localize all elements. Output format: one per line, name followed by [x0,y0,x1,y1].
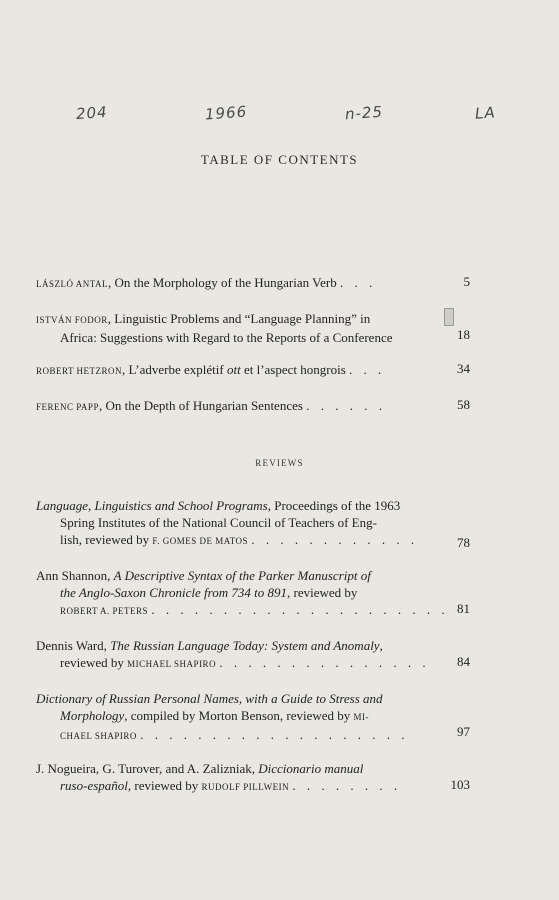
page-number: 5 [463,274,470,289]
entry-title-italic: the Anglo-Saxon Chronicle from 734 to 891 [60,585,287,600]
toc-entry [36,397,456,416]
author-name: ROBERT HETZRON [36,366,123,376]
entry-title-italic: ott [226,362,241,377]
toc-entry [36,274,456,293]
entry-title: et l’aspect hongrois [240,362,346,377]
entry-title-italic: Dictionary of Russian Personal Names, with a Guide to Stress and [36,691,383,706]
reviewer-name: ROBERT A. PETERS [60,606,149,616]
entry-title: , L’adverbe explétif [122,362,227,377]
leader-dots: . . . [339,275,377,290]
leader-dots: . . . . . . . . . . . . . . . . . . . . . [151,602,449,617]
leader-dots: . . . . . . . . [292,778,402,793]
reviewer-name: F. GOMES DE MATOS [152,536,249,546]
page-number: 81 [457,601,470,616]
leader-dots: . . . . . . [306,398,386,413]
page-number: 84 [457,654,470,669]
toc-entry [36,310,456,346]
leader-dots: . . . . . . . . . . . . . . . [219,655,430,670]
author-name: FERENC PAPP [36,402,99,412]
leader-dots: . . . . . . . . . . . . . . . . . . . [140,727,409,742]
entry-text: , reviewed by [127,778,202,793]
entry-text-line [36,777,456,796]
review-entry [36,637,456,673]
entry-title-italic: Language, Linguistics and School Programs [36,498,268,513]
reviewer-name: MI- [353,712,370,722]
entry-text-line [36,654,456,673]
review-entry [36,760,456,796]
review-entry [36,567,456,620]
handwritten-note: 1966 [204,102,248,124]
entry-text: Dennis Ward, [36,638,111,653]
entry-text-line [36,601,456,620]
page-number: 97 [457,724,470,739]
entry-text-line [36,726,456,745]
author-name: LÁSZLÓ ANTAL [36,279,109,289]
reviewer-name: RUDOLF PILLWEIN [201,782,290,792]
page-title: TABLE OF CONTENTS [200,152,359,167]
entry-title-italic: Morphology [60,708,125,723]
entry-title-italic: ruso-español [60,778,128,793]
entry-text-line [36,707,456,726]
page-number: 18 [457,327,470,342]
entry-title-italic: A Descriptive Syntax of the Parker Manuscript of [113,568,371,583]
toc-entry [36,361,456,380]
entry-title-continued: Africa: Suggestions with Regard to the Reports of a Conference [60,330,393,345]
entry-text: , [379,638,383,653]
review-entry [36,690,456,745]
entry-title-italic: The Russian Language Today: System and Anomaly [110,638,380,653]
entry-title-italic: Diccionario manual [258,761,364,776]
leader-dots: . . . [349,362,386,377]
entry-text: lish, reviewed by [60,532,153,547]
entry-text-line [36,584,456,601]
entry-text-line [36,531,456,550]
author-name: ISTVÁN FODOR [36,315,108,325]
entry-text: J. Nogueira, G. Turover, and A. Zalizniak, [36,761,259,776]
margin-mark [444,308,454,326]
entry-text: Ann Shannon, [36,568,114,583]
page-number: 78 [457,535,470,550]
handwritten-note: 204 [75,102,109,124]
entry-title: , Linguistic Problems and “Language Planning” in [107,311,371,326]
entry-text: reviewed by [60,655,128,670]
reviews-heading: REVIEWS [255,458,304,468]
reviewer-name: MICHAEL SHAPIRO [127,659,217,669]
page-number: 103 [450,777,470,792]
handwritten-note: n-25 [344,102,384,124]
handwritten-note: LA [474,103,497,123]
page-number: 58 [457,397,470,412]
entry-text: Spring Institutes of the National Council of Teachers of Eng- [60,515,377,530]
entry-title: , On the Morphology of the Hungarian Verb [108,275,337,290]
reviewer-name: CHAEL SHAPIRO [60,731,137,741]
leader-dots: . . . . . . . . . . . . [251,532,419,547]
page-number: 34 [457,361,470,376]
entry-text: , reviewed by [287,585,358,600]
review-entry [36,497,456,550]
entry-text: , Proceedings of the 1963 [267,498,401,513]
entry-text: , compiled by Morton Benson, reviewed by [124,708,354,723]
entry-title: , On the Depth of Hungarian Sentences [98,398,303,413]
